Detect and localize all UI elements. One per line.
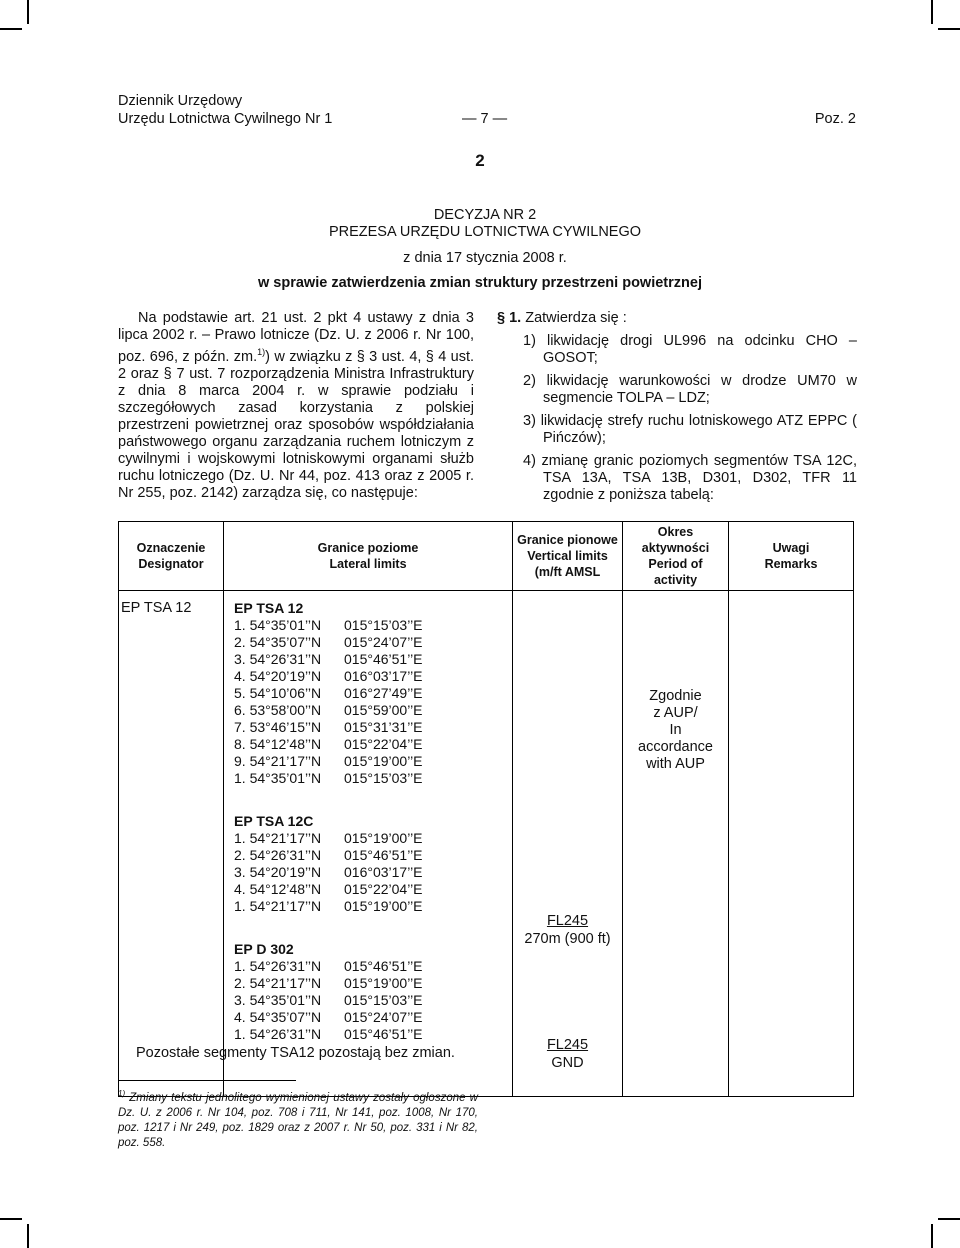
table-row [119, 591, 854, 1097]
vertical-limits-tsa12c [513, 912, 622, 948]
coordinate-row [234, 753, 512, 770]
header-vertical [513, 522, 623, 591]
approval-item: 4) zmianę granic poziomych segmentów TSA 12C, TSA 13A, TSA 13B, D301, D302, TFR 11 zgodnie z poniższa tabelą: [523, 453, 857, 503]
longitude: 015°22’04’’E [344, 736, 423, 752]
lower-limit: 270m (900 ft) [524, 931, 611, 947]
latitude: 4. 54°12’48’’N [234, 881, 322, 897]
longitude: 015°46’51’’E [344, 651, 423, 667]
paragraph-label: § 1. [497, 310, 522, 326]
header-line: Lateral limits [329, 557, 407, 571]
zone-name: EP TSA 12C [234, 813, 314, 829]
footnote-reference: 1) [257, 347, 266, 357]
latitude: 3. 54°35’01’’N [234, 992, 322, 1008]
longitude: 015°15’03’’E [344, 617, 423, 633]
latitude: 5. 54°10’06’’N [234, 685, 322, 701]
zone-name: EP D 302 [234, 941, 294, 957]
longitude: 015°46’51’’E [344, 958, 423, 974]
running-header [118, 92, 856, 128]
decision-date: z dnia 17 stycznia 2008 r. [403, 250, 567, 266]
period-line: Zgodnie [649, 688, 702, 704]
header-line: (m/ft AMSL [534, 565, 601, 579]
longitude: 015°46’51’’E [344, 847, 423, 863]
latitude: 4. 54°35’07’’N [234, 1009, 322, 1025]
decision-subject: w sprawie zatwierdzenia zmian struktury przestrzeni powietrznej [258, 275, 702, 291]
longitude: 015°24’07’’E [344, 1009, 423, 1025]
header-remarks [729, 522, 854, 591]
longitude: 015°19’00’’E [344, 753, 423, 769]
longitude: 016°03’17’’E [344, 668, 423, 684]
decision-title: DECYZJA NR 2 [433, 207, 537, 223]
longitude: 015°19’00’’E [344, 898, 423, 914]
latitude: 2. 54°21’17’’N [234, 975, 322, 991]
coordinate-row [234, 634, 512, 651]
period-line: In [669, 722, 682, 738]
coordinate-row [234, 898, 512, 915]
longitude: 015°19’00’’E [344, 975, 423, 991]
approval-item: 3) likwidację strefy ruchu lotniskowego ATZ EPPC ( Pińczów); [523, 413, 857, 446]
journal-issue: Urzędu Lotnictwa Cywilnego Nr 1 [118, 111, 333, 127]
latitude: 3. 54°26’31’’N [234, 651, 322, 667]
crop-mark [938, 1218, 960, 1220]
header-line: Vertical limits [527, 549, 608, 563]
crop-mark [931, 0, 933, 24]
coordinate-row [234, 958, 512, 975]
coordinate-row [234, 881, 512, 898]
coordinate-row [234, 719, 512, 736]
coordinate-row [234, 685, 512, 702]
designator-cell [119, 591, 224, 1097]
approval-item: 1) likwidację drogi UL996 na odcinku CHO – GOSOT; [523, 333, 857, 366]
longitude: 015°19’00’’E [344, 830, 423, 846]
crop-mark [938, 28, 960, 30]
header-lateral [224, 522, 513, 591]
header-line: Oznaczenie [136, 541, 206, 555]
position-number: Poz. 2 [814, 111, 856, 127]
latitude: 8. 54°12’48’’N [234, 736, 322, 752]
header-line: Okres [657, 525, 694, 539]
header-designator [119, 522, 224, 591]
period-line: accordance [638, 739, 713, 755]
longitude: 015°31’31’’E [344, 719, 423, 735]
latitude: 1. 54°35’01’’N [234, 770, 322, 786]
header-line: Remarks [764, 557, 818, 571]
designator-value: EP TSA 12 [121, 600, 192, 616]
coordinate-row [234, 668, 512, 685]
vertical-limits-cell [513, 591, 623, 1097]
header-line: aktywności [641, 541, 710, 555]
activity-period-text [623, 688, 728, 773]
footnote-mark: 1) [118, 1089, 126, 1098]
crop-mark [27, 1224, 29, 1248]
coordinate-row [234, 864, 512, 881]
header-line: Granice pionowe [517, 533, 618, 547]
latitude: 1. 54°21’17’’N [234, 898, 322, 914]
longitude: 015°15’03’’E [344, 770, 423, 786]
header-line: Period of [648, 557, 703, 571]
header-line: Designator [138, 557, 204, 571]
coordinate-row [234, 770, 512, 787]
coordinate-row [234, 992, 512, 1009]
intro-text-part2: ) w związku z § 3 ust. 4, § 4 ust. 2 oraz § 7 ust. 7 rozporządzenia Ministra Infrastruktury z dnia 8 marca 2004 r. w sprawie podziału i szczegółowych zasad korzystania z polskiej przestrzeni powietrznej oraz sposobów współdziałania państwowego organu zarządzania ruchem lotniczym z cywilnymi i wojskowymi lotniskowymi organami służb ruchu lotniczego (Dz. U. Nr 44, poz. 413 oraz z 2005 r. Nr 255, poz. 2142) zarządza się, co następuje: [118, 348, 474, 501]
zone-block [234, 941, 512, 1043]
period-line: z AUP/ [653, 705, 698, 721]
airspace-table [118, 521, 854, 1097]
closing-statement: Pozostałe segmenty TSA12 pozostają bez zmian. [136, 1045, 455, 1061]
lower-limit: GND [551, 1055, 584, 1071]
legal-basis-paragraph [118, 310, 474, 502]
table-header-row [119, 522, 854, 591]
period-line: with AUP [646, 756, 705, 772]
upper-limit: FL245 [546, 1037, 589, 1053]
page-marker: — 7 — [462, 111, 508, 127]
longitude: 016°03’17’’E [344, 864, 423, 880]
latitude: 1. 54°35’01’’N [234, 617, 322, 633]
coordinate-row [234, 975, 512, 992]
crop-mark [27, 0, 29, 24]
crop-mark [931, 1224, 933, 1248]
upper-limit: FL245 [546, 913, 589, 929]
remarks-cell [729, 591, 854, 1097]
footnote [118, 1086, 478, 1151]
zone-name: EP TSA 12 [234, 600, 304, 616]
longitude: 015°46’51’’E [344, 1026, 423, 1042]
approval-item: 2) likwidację warunkowości w drodze UM70 w segmencie TOLPA – LDZ; [523, 373, 857, 406]
longitude: 015°22’04’’E [344, 881, 423, 897]
header-line: activity [653, 573, 698, 587]
zone-block [234, 600, 512, 787]
coordinate-row [234, 1009, 512, 1026]
approval-section [497, 310, 857, 510]
crop-mark [0, 28, 22, 30]
latitude: 2. 54°26’31’’N [234, 847, 322, 863]
latitude: 7. 53°46’15’’N [234, 719, 322, 735]
vertical-limits-d302 [513, 1036, 622, 1072]
latitude: 1. 54°26’31’’N [234, 1026, 322, 1042]
latitude: 9. 54°21’17’’N [234, 753, 322, 769]
coordinate-row [234, 830, 512, 847]
coordinate-row [234, 847, 512, 864]
latitude: 1. 54°26’31’’N [234, 958, 322, 974]
coordinate-row [234, 651, 512, 668]
longitude: 015°59’00’’E [344, 702, 423, 718]
coordinate-row [234, 736, 512, 753]
latitude: 4. 54°20’19’’N [234, 668, 322, 684]
document-number: 2 [475, 151, 485, 170]
journal-name: Dziennik Urzędowy [118, 93, 243, 109]
header-line: Granice poziome [317, 541, 419, 555]
longitude: 015°15’03’’E [344, 992, 423, 1008]
intro-text-part1: Na podstawie art. 21 ust. 2 pkt 4 ustawy z dnia 3 lipca 2002 r. – Prawo lotnicze (Dz. U. z 2006 r. Nr 100, poz. 696, z późn. zm. [118, 310, 474, 365]
coordinate-row [234, 1026, 512, 1043]
decision-authority: PREZESA URZĘDU LOTNICTWA CYWILNEGO [328, 224, 642, 240]
coordinate-row [234, 702, 512, 719]
coordinate-row [234, 617, 512, 634]
crop-mark [0, 1218, 22, 1220]
lateral-limits-cell [224, 591, 513, 1097]
header-line: Uwagi [772, 541, 810, 555]
header-period [623, 522, 729, 591]
activity-period-cell [623, 591, 729, 1097]
latitude: 2. 54°35’07’’N [234, 634, 322, 650]
latitude: 1. 54°21’17’’N [234, 830, 322, 846]
footnote-separator [118, 1080, 296, 1081]
zone-block [234, 813, 512, 915]
footnote-text: Zmiany tekstu jednolitego wymienionej ustawy zostały ogłoszone w Dz. U. z 2006 r. Nr 104, poz. 708 i 711, Nr 141, poz. 1008, Nr 170, poz. 1217 i Nr 249, poz. 1829 oraz z 2007 r. Nr 50, poz. 331 i Nr 82, poz. 558. [118, 1091, 478, 1149]
longitude: 015°24’07’’E [344, 634, 423, 650]
approval-intro: Zatwierdza się : [525, 310, 627, 326]
latitude: 3. 54°20’19’’N [234, 864, 322, 880]
latitude: 6. 53°58’00’’N [234, 702, 322, 718]
longitude: 016°27’49’’E [344, 685, 423, 701]
